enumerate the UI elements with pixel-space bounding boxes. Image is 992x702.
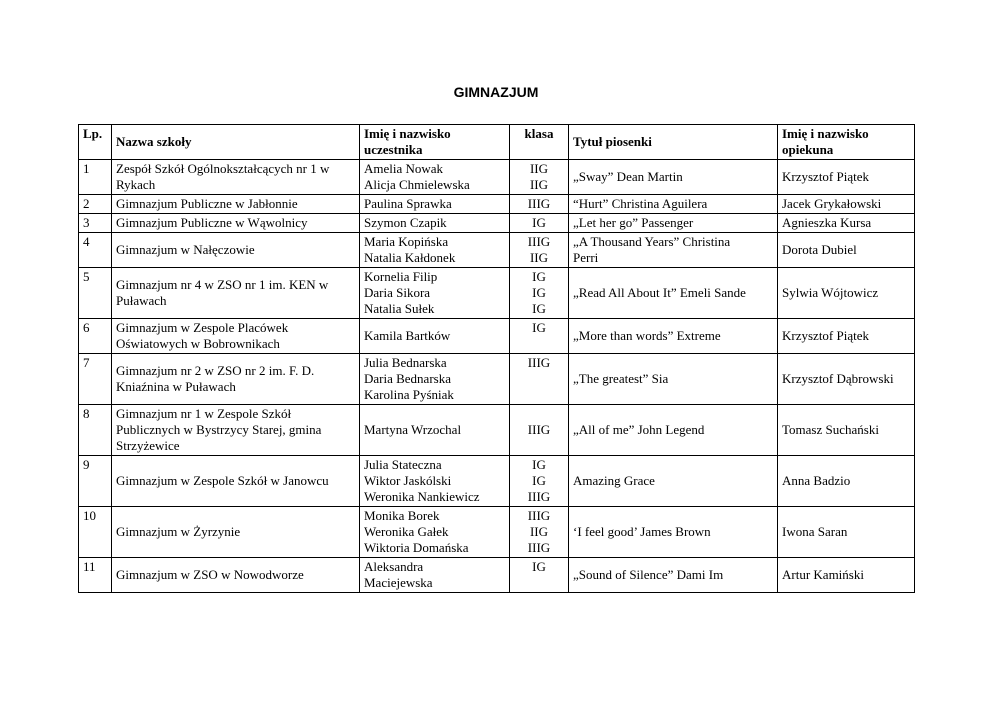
cell-school: Gimnazjum nr 2 w ZSO nr 2 im. F. D. Kniaźnina w Puławach bbox=[112, 354, 360, 405]
cell-klasa: IG bbox=[510, 319, 569, 354]
cell-lp: 8 bbox=[79, 405, 112, 456]
table-row bbox=[79, 405, 915, 456]
header-klasa: klasa bbox=[510, 125, 569, 160]
cell-klasa: IG bbox=[510, 214, 569, 233]
cell-song: „A Thousand Years” Christina Perri bbox=[569, 233, 778, 268]
cell-teacher: Sylwia Wójtowicz bbox=[778, 268, 915, 319]
cell-song: Amazing Grace bbox=[569, 456, 778, 507]
cell-school: Gimnazjum nr 1 w Zespole Szkół Publicznych w Bystrzycy Starej, gmina Strzyżewice bbox=[112, 405, 360, 456]
cell-lp: 11 bbox=[79, 558, 112, 593]
cell-teacher: Artur Kamiński bbox=[778, 558, 915, 593]
header-song: Tytuł piosenki bbox=[569, 125, 778, 160]
cell-song: ‘I feel good’ James Brown bbox=[569, 507, 778, 558]
cell-lp: 5 bbox=[79, 268, 112, 319]
table-row bbox=[79, 195, 915, 214]
cell-student: Julia Stateczna Wiktor Jaskólski Weronika Nankiewicz bbox=[360, 456, 510, 507]
cell-school: Gimnazjum Publiczne w Wąwolnicy bbox=[112, 214, 360, 233]
cell-teacher: Anna Badzio bbox=[778, 456, 915, 507]
cell-klasa: IG bbox=[510, 558, 569, 593]
table-row bbox=[79, 558, 915, 593]
header-lp: Lp. bbox=[79, 125, 112, 160]
cell-klasa: IIIG bbox=[510, 405, 569, 456]
cell-teacher: Krzysztof Piątek bbox=[778, 160, 915, 195]
cell-song: „Read All About It” Emeli Sande bbox=[569, 268, 778, 319]
table-row bbox=[79, 214, 915, 233]
cell-klasa: IIIG bbox=[510, 195, 569, 214]
cell-student: Maria Kopińska Natalia Kałdonek bbox=[360, 233, 510, 268]
cell-song: „All of me” John Legend bbox=[569, 405, 778, 456]
table-row bbox=[79, 319, 915, 354]
cell-teacher: Tomasz Suchański bbox=[778, 405, 915, 456]
cell-song: „Sound of Silence” Dami Im bbox=[569, 558, 778, 593]
page-title: GIMNAZJUM bbox=[453, 84, 539, 100]
table-row bbox=[79, 268, 915, 319]
cell-lp: 2 bbox=[79, 195, 112, 214]
cell-student: Szymon Czapik bbox=[360, 214, 510, 233]
header-student: Imię i nazwisko uczestnika bbox=[360, 125, 510, 160]
cell-teacher: Dorota Dubiel bbox=[778, 233, 915, 268]
cell-lp: 6 bbox=[79, 319, 112, 354]
table-row bbox=[79, 456, 915, 507]
cell-klasa: IIIG IIG IIIG bbox=[510, 507, 569, 558]
cell-teacher: Agnieszka Kursa bbox=[778, 214, 915, 233]
cell-song: „Sway” Dean Martin bbox=[569, 160, 778, 195]
cell-school: Gimnazjum w Zespole Szkół w Janowcu bbox=[112, 456, 360, 507]
cell-school: Gimnazjum w Zespole Placówek Oświatowych w Bobrownikach bbox=[112, 319, 360, 354]
cell-lp: 10 bbox=[79, 507, 112, 558]
cell-student: Martyna Wrzochal bbox=[360, 405, 510, 456]
cell-song: „More than words” Extreme bbox=[569, 319, 778, 354]
cell-student: Kamila Bartków bbox=[360, 319, 510, 354]
cell-lp: 9 bbox=[79, 456, 112, 507]
cell-klasa: IIIG bbox=[510, 354, 569, 405]
cell-klasa: IIG IIG bbox=[510, 160, 569, 195]
cell-song: “Hurt” Christina Aguilera bbox=[569, 195, 778, 214]
table-row bbox=[79, 160, 915, 195]
header-row bbox=[79, 125, 915, 160]
cell-student: Kornelia Filip Daria Sikora Natalia Sułek bbox=[360, 268, 510, 319]
table-row bbox=[79, 354, 915, 405]
cell-klasa: IIIG IIG bbox=[510, 233, 569, 268]
cell-student: Amelia Nowak Alicja Chmielewska bbox=[360, 160, 510, 195]
cell-school: Gimnazjum nr 4 w ZSO nr 1 im. KEN w Puławach bbox=[112, 268, 360, 319]
cell-klasa: IG IG IG bbox=[510, 268, 569, 319]
cell-student: Monika Borek Weronika Gałek Wiktoria Domańska bbox=[360, 507, 510, 558]
cell-student: Julia Bednarska Daria Bednarska Karolina Pyśniak bbox=[360, 354, 510, 405]
cell-school: Zespół Szkół Ogólnokształcących nr 1 w Rykach bbox=[112, 160, 360, 195]
cell-student: Paulina Sprawka bbox=[360, 195, 510, 214]
header-school: Nazwa szkoły bbox=[112, 125, 360, 160]
header-teacher: Imię i nazwisko opiekuna bbox=[778, 125, 915, 160]
cell-song: „Let her go” Passenger bbox=[569, 214, 778, 233]
cell-teacher: Krzysztof Dąbrowski bbox=[778, 354, 915, 405]
participants-table bbox=[78, 124, 915, 593]
cell-teacher: Iwona Saran bbox=[778, 507, 915, 558]
cell-teacher: Jacek Grykałowski bbox=[778, 195, 915, 214]
cell-school: Gimnazjum Publiczne w Jabłonnie bbox=[112, 195, 360, 214]
cell-school: Gimnazjum w ZSO w Nowodworze bbox=[112, 558, 360, 593]
table-row bbox=[79, 233, 915, 268]
cell-klasa: IG IG IIIG bbox=[510, 456, 569, 507]
cell-school: Gimnazjum w Żyrzynie bbox=[112, 507, 360, 558]
cell-lp: 4 bbox=[79, 233, 112, 268]
cell-lp: 3 bbox=[79, 214, 112, 233]
cell-student: Aleksandra Maciejewska bbox=[360, 558, 510, 593]
cell-lp: 7 bbox=[79, 354, 112, 405]
cell-song: „The greatest” Sia bbox=[569, 354, 778, 405]
cell-school: Gimnazjum w Nałęczowie bbox=[112, 233, 360, 268]
table-row bbox=[79, 507, 915, 558]
cell-lp: 1 bbox=[79, 160, 112, 195]
cell-teacher: Krzysztof Piątek bbox=[778, 319, 915, 354]
